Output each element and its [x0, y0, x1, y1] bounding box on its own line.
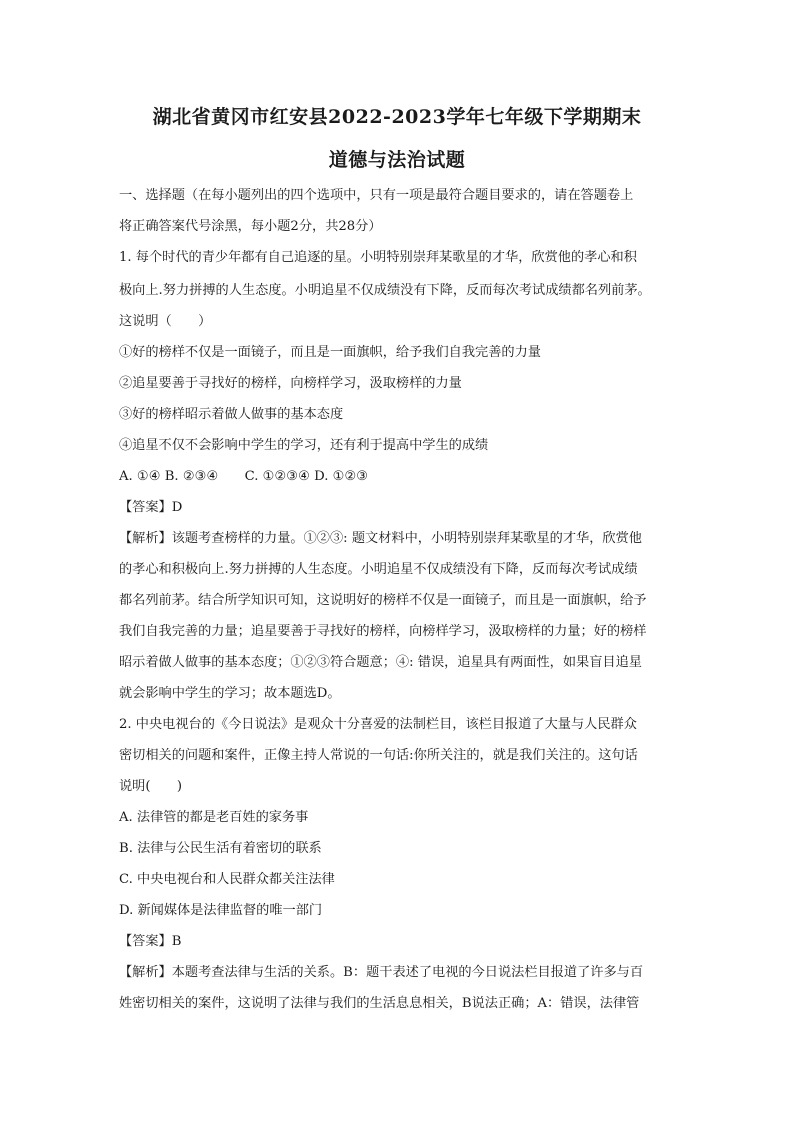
question-1-analysis-cont: 的孝心和积极向上.努力拼搏的人生态度。小明追星不仅成绩没有下降，反而每次考试成绩 — [119, 562, 638, 577]
question-2-prompt: 说明( ) — [119, 779, 183, 794]
question-1-answer: 【答案】D — [119, 500, 183, 515]
question-2-analysis: 【解析】本题考查法律与生活的关系。B：题干表述了电视的今日说法栏目报道了许多与百 — [119, 965, 643, 980]
question-1-analysis-cont: 我们自我完善的力量；追星要善于寻找好的榜样，向榜样学习，汲取榜样的力量；好的榜样 — [119, 624, 647, 639]
question-1-analysis: 【解析】该题考查榜样的力量。①②③: 题文材料中，小明特别崇拜某歌星的才华，欣赏他 — [119, 531, 642, 546]
question-1-options: A. ①④ B. ②③④ C. ①②③④ D. ①②③ — [119, 469, 369, 484]
question-1-statement-2: ②追星要善于寻找好的榜样，向榜样学习，汲取榜样的力量 — [119, 376, 462, 391]
document-title: 湖北省黄冈市红安县2022-2023学年七年级下学期期末 — [152, 106, 642, 128]
question-2-answer: 【答案】B — [119, 934, 182, 949]
question-1-prompt: 这说明（ ） — [119, 314, 212, 329]
question-2-option-d: D. 新闻媒体是法律监督的唯一部门 — [119, 903, 323, 918]
document-subtitle: 道德与法治试题 — [328, 149, 466, 171]
question-2-option-a: A. 法律管的都是老百姓的家务事 — [119, 810, 309, 825]
question-1-analysis-cont: 都名列前茅。结合所学知识可知，这说明好的榜样不仅是一面镜子，而且是一面旗帜，给予 — [119, 593, 647, 608]
question-1-stem-cont: 极向上.努力拼搏的人生态度。小明追星不仅成绩没有下降，反而每次考试成绩都名列前茅。 — [119, 283, 651, 298]
question-2-stem: 2. 中央电视台的《今日说法》是观众十分喜爱的法制栏目，该栏目报道了大量与人民群众 — [119, 717, 637, 732]
question-1-analysis-cont: 就会影响中学生的学习；故本题选D。 — [119, 686, 341, 701]
section-heading-cont: 将正确答案代号涂黑，每小题2分，共28分） — [119, 219, 382, 234]
question-2-option-c: C. 中央电视台和人民群众都关注法律 — [119, 872, 335, 887]
question-2-option-b: B. 法律与公民生活有着密切的联系 — [119, 841, 322, 856]
question-2-analysis-cont: 姓密切相关的案件，这说明了法律与我们的生活息息相关，B说法正确；A：错误，法律管 — [119, 996, 640, 1011]
question-1-statement-3: ③好的榜样昭示着做人做事的基本态度 — [119, 407, 344, 422]
question-2-stem-cont: 密切相关的问题和案件，正像主持人常说的一句话:你所关注的，就是我们关注的。这句话 — [119, 748, 638, 763]
question-1-stem: 1. 每个时代的青少年都有自己追逐的星。小明特别崇拜某歌星的才华，欣赏他的孝心和积 — [119, 250, 637, 265]
question-1-statement-4: ④追星不仅不会影响中学生的学习，还有利于提高中学生的成绩 — [119, 438, 489, 453]
question-1-statement-1: ①好的榜样不仅是一面镜子，而且是一面旗帜，给予我们自我完善的力量 — [119, 345, 541, 360]
question-1-analysis-cont: 昭示着做人做事的基本态度；①②③符合题意；④: 错误，追星具有两面性，如果盲目追星 — [119, 655, 642, 670]
section-heading: 一、选择题（在每小题列出的四个选项中，只有一项是最符合题目要求的，请在答题卷上 — [119, 188, 634, 203]
